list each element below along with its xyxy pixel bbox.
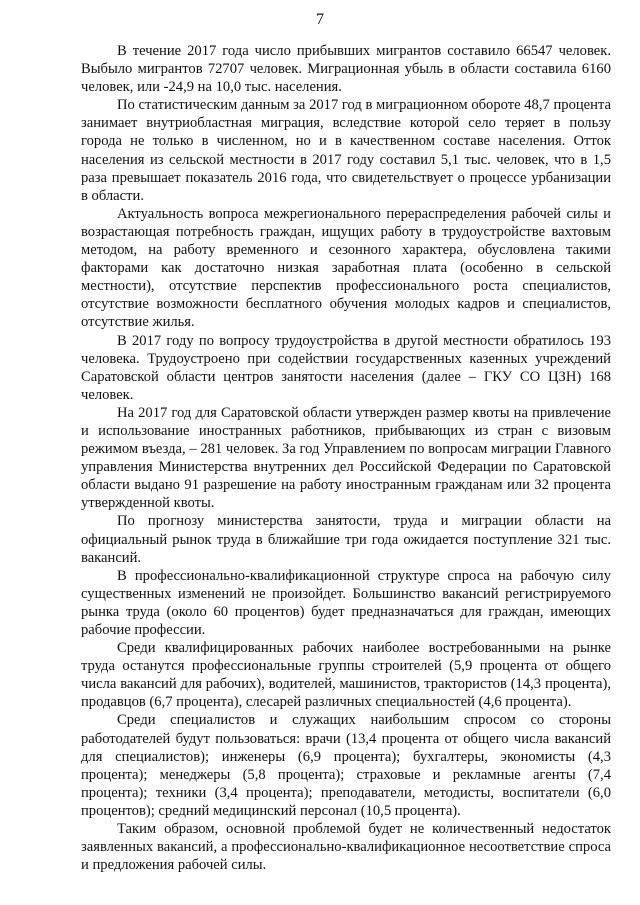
paragraph-intraregional-migration: По статистическим данным за 2017 год в миграционном обороте 48,7 процента занимает внутриобластная миграция, вследствие которой село теряет в пользу города не только в численном, но и в качественном составе населения. Отток населения из сельской местности в 2017 году составил 5,1 тыс. человек, что в 1,5 раза превышает показатель 2016 года, что свидетельствует о процессе урбанизации в области. bbox=[81, 97, 611, 204]
page-number: 7 bbox=[316, 11, 324, 28]
paragraph-demand-structure: В профессионально-квалификационной структуре спроса на рабочую силу существенных изменений не произойдет. Большинство вакансий регистрируемого рынка труда (около 60 процентов) будет предназначаться для граждан, имеющих рабочие профессии. bbox=[81, 567, 611, 638]
paragraph-employment-elsewhere: В 2017 году по вопросу трудоустройства в другой местности обратилось 193 человека. Трудоустроено при содействии государственных казенных учреждений Саратовской области центров занятости населения (далее – ГКУ СО ЦЗН) 168 человек. bbox=[81, 332, 611, 403]
paragraph-conclusion: Таким образом, основной проблемой будет не количественный недостаток заявленных вакансий, а профессионально-квалификационное несоответствие спроса и предложения рабочей силы. bbox=[81, 821, 611, 874]
paragraph-labor-redistribution: Актуальность вопроса межрегионального перераспределения рабочей силы и возрастающая потребность граждан, ищущих работу в трудоустройстве вахтовым методом, на работу временного и сезонного характера, обусловлена такими факторами как достаточно низкая заработная плата (особенно в сельской местности), отсутствие перспектив профессионального роста специалистов, отсутствие возможности бесплатного обучения молодых кадров и специалистов, отсутствие жилья. bbox=[81, 205, 611, 331]
paragraph-specialists-demand: Среди специалистов и служащих наибольшим спросом со стороны работодателей будут пользоваться: врачи (13,4 процента от общего числа вакансий для специалистов); инженеры (6,9 процента); бухгалтеры, экономисты (4,3 процента); менеджеры (5,8 процента); страховые и рекламные агенты (7,4 процента); техники (3,4 процента); преподаватели, методисты, воспитатели (6,0 процентов); средний медицинский персонал (10,5 процента). bbox=[81, 712, 611, 819]
paragraph-skilled-workers-demand: Среди квалифицированных рабочих наиболее востребованными на рынке труда останутся профессиональные группы строителей (5,9 процента от общего числа вакансий для рабочих), водителей, машинистов, трактористов (14,3 процента), продавцов (6,7 процента), слесарей различных специальностей (4,6 процента). bbox=[81, 640, 611, 711]
paragraph-vacancy-forecast: По прогнозу министерства занятости, труда и миграции области на официальный рынок труда в ближайшие три года ожидается поступление 321 тыс. вакансий. bbox=[81, 513, 611, 566]
paragraph-migration-totals: В течение 2017 года число прибывших мигрантов составило 66547 человек. Выбыло мигрантов 72707 человек. Миграционная убыль в области составила 6160 человек, или -24,9 на 10,0 тыс. населения. bbox=[81, 43, 611, 96]
body-text bbox=[81, 42, 611, 874]
paragraph-foreign-workers-quota: На 2017 год для Саратовской области утвержден размер квоты на привлечение и использование иностранных работников, прибывающих из стран с визовым режимом въезда, – 281 человек. За год Управлением по вопросам миграции Главного управления Министерства внутренних дел Российской Федерации по Саратовской области выдано 91 разрешение на работу иностранным гражданам или 32 процента утвержденной квоты. bbox=[81, 404, 611, 512]
